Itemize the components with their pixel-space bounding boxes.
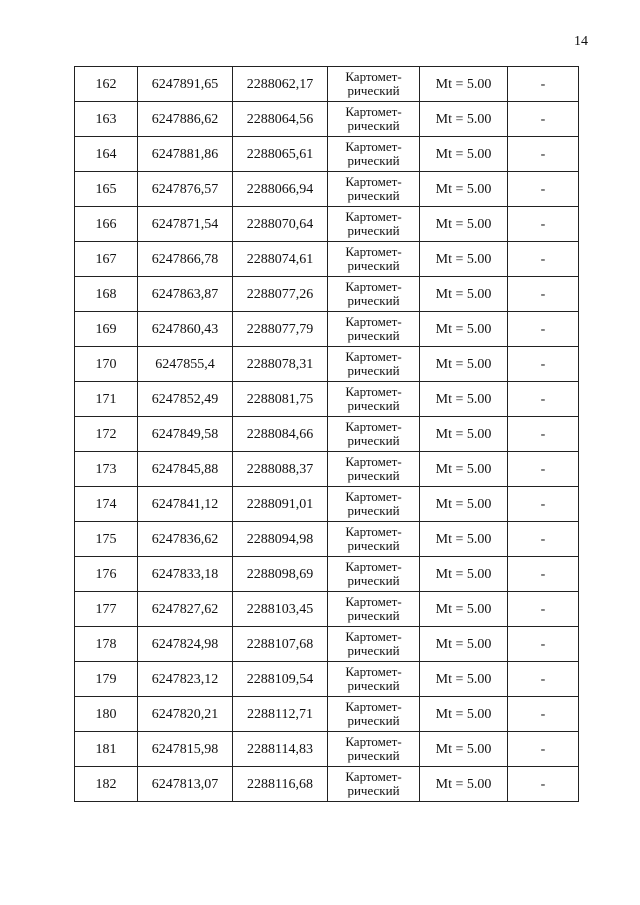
y-coordinate-cell: 2288078,31	[233, 347, 328, 382]
method-line-2: рический	[347, 433, 400, 448]
description-cell: -	[508, 662, 579, 697]
method-line-2: рический	[347, 643, 400, 658]
y-coordinate-cell: 2288070,64	[233, 207, 328, 242]
table-row	[75, 732, 579, 767]
y-coordinate-cell: 2288109,54	[233, 662, 328, 697]
table-row	[75, 662, 579, 697]
description-cell: -	[508, 382, 579, 417]
table-row	[75, 347, 579, 382]
method-line-1: Картомет-	[345, 279, 402, 294]
point-number-cell: 172	[75, 417, 138, 452]
method-cell	[328, 627, 420, 662]
accuracy-cell: Mt = 5.00	[420, 417, 508, 452]
description-cell: -	[508, 732, 579, 767]
method-line-1: Картомет-	[345, 209, 402, 224]
method-line-2: рический	[347, 678, 400, 693]
point-number-cell: 163	[75, 102, 138, 137]
accuracy-cell: Mt = 5.00	[420, 732, 508, 767]
x-coordinate-cell: 6247815,98	[138, 732, 233, 767]
method-line-2: рический	[347, 188, 400, 203]
description-cell: -	[508, 137, 579, 172]
method-cell	[328, 347, 420, 382]
description-cell: -	[508, 277, 579, 312]
table-row	[75, 277, 579, 312]
method-line-1: Картомет-	[345, 174, 402, 189]
method-cell	[328, 277, 420, 312]
table-row	[75, 627, 579, 662]
description-cell: -	[508, 487, 579, 522]
point-number-cell: 175	[75, 522, 138, 557]
coordinates-table	[74, 66, 579, 802]
y-coordinate-cell: 2288077,26	[233, 277, 328, 312]
x-coordinate-cell: 6247871,54	[138, 207, 233, 242]
method-line-1: Картомет-	[345, 384, 402, 399]
description-cell: -	[508, 242, 579, 277]
x-coordinate-cell: 6247860,43	[138, 312, 233, 347]
x-coordinate-cell: 6247841,12	[138, 487, 233, 522]
point-number-cell: 169	[75, 312, 138, 347]
coordinates-table-body	[75, 67, 579, 802]
x-coordinate-cell: 6247833,18	[138, 557, 233, 592]
table-row	[75, 242, 579, 277]
method-line-1: Картомет-	[345, 419, 402, 434]
description-cell: -	[508, 417, 579, 452]
description-cell: -	[508, 557, 579, 592]
method-line-1: Картомет-	[345, 349, 402, 364]
table-row	[75, 697, 579, 732]
point-number-cell: 182	[75, 767, 138, 802]
y-coordinate-cell: 2288088,37	[233, 452, 328, 487]
y-coordinate-cell: 2288107,68	[233, 627, 328, 662]
table-row	[75, 207, 579, 242]
x-coordinate-cell: 6247891,65	[138, 67, 233, 102]
method-line-1: Картомет-	[345, 699, 402, 714]
table-row	[75, 557, 579, 592]
x-coordinate-cell: 6247866,78	[138, 242, 233, 277]
x-coordinate-cell: 6247824,98	[138, 627, 233, 662]
accuracy-cell: Mt = 5.00	[420, 277, 508, 312]
method-line-2: рический	[347, 328, 400, 343]
y-coordinate-cell: 2288062,17	[233, 67, 328, 102]
x-coordinate-cell: 6247863,87	[138, 277, 233, 312]
table-row	[75, 67, 579, 102]
method-line-1: Картомет-	[345, 489, 402, 504]
accuracy-cell: Mt = 5.00	[420, 242, 508, 277]
table-row	[75, 137, 579, 172]
accuracy-cell: Mt = 5.00	[420, 487, 508, 522]
x-coordinate-cell: 6247886,62	[138, 102, 233, 137]
accuracy-cell: Mt = 5.00	[420, 67, 508, 102]
accuracy-cell: Mt = 5.00	[420, 137, 508, 172]
point-number-cell: 165	[75, 172, 138, 207]
method-cell	[328, 382, 420, 417]
point-number-cell: 177	[75, 592, 138, 627]
method-line-1: Картомет-	[345, 524, 402, 539]
point-number-cell: 181	[75, 732, 138, 767]
method-line-1: Картомет-	[345, 769, 402, 784]
y-coordinate-cell: 2288103,45	[233, 592, 328, 627]
y-coordinate-cell: 2288114,83	[233, 732, 328, 767]
method-cell	[328, 67, 420, 102]
table-row	[75, 487, 579, 522]
method-line-1: Картомет-	[345, 734, 402, 749]
y-coordinate-cell: 2288116,68	[233, 767, 328, 802]
point-number-cell: 170	[75, 347, 138, 382]
point-number-cell: 178	[75, 627, 138, 662]
method-cell	[328, 242, 420, 277]
method-line-2: рический	[347, 608, 400, 623]
x-coordinate-cell: 6247820,21	[138, 697, 233, 732]
accuracy-cell: Mt = 5.00	[420, 767, 508, 802]
method-line-1: Картомет-	[345, 454, 402, 469]
method-line-2: рический	[347, 293, 400, 308]
method-line-1: Картомет-	[345, 629, 402, 644]
method-line-2: рический	[347, 153, 400, 168]
method-line-2: рический	[347, 573, 400, 588]
description-cell: -	[508, 207, 579, 242]
method-line-2: рический	[347, 538, 400, 553]
method-cell	[328, 697, 420, 732]
y-coordinate-cell: 2288074,61	[233, 242, 328, 277]
y-coordinate-cell: 2288084,66	[233, 417, 328, 452]
accuracy-cell: Mt = 5.00	[420, 207, 508, 242]
point-number-cell: 176	[75, 557, 138, 592]
description-cell: -	[508, 67, 579, 102]
y-coordinate-cell: 2288094,98	[233, 522, 328, 557]
point-number-cell: 179	[75, 662, 138, 697]
point-number-cell: 173	[75, 452, 138, 487]
description-cell: -	[508, 172, 579, 207]
method-line-2: рический	[347, 713, 400, 728]
method-cell	[328, 102, 420, 137]
method-line-1: Картомет-	[345, 594, 402, 609]
accuracy-cell: Mt = 5.00	[420, 382, 508, 417]
table-row	[75, 172, 579, 207]
y-coordinate-cell: 2288091,01	[233, 487, 328, 522]
method-cell	[328, 592, 420, 627]
table-row	[75, 767, 579, 802]
method-line-2: рический	[347, 118, 400, 133]
method-line-2: рический	[347, 223, 400, 238]
description-cell: -	[508, 697, 579, 732]
x-coordinate-cell: 6247849,58	[138, 417, 233, 452]
table-row	[75, 382, 579, 417]
x-coordinate-cell: 6247855,4	[138, 347, 233, 382]
method-cell	[328, 172, 420, 207]
method-cell	[328, 662, 420, 697]
method-cell	[328, 137, 420, 172]
x-coordinate-cell: 6247823,12	[138, 662, 233, 697]
x-coordinate-cell: 6247845,88	[138, 452, 233, 487]
point-number-cell: 162	[75, 67, 138, 102]
accuracy-cell: Mt = 5.00	[420, 452, 508, 487]
description-cell: -	[508, 312, 579, 347]
accuracy-cell: Mt = 5.00	[420, 662, 508, 697]
y-coordinate-cell: 2288077,79	[233, 312, 328, 347]
description-cell: -	[508, 522, 579, 557]
method-line-2: рический	[347, 83, 400, 98]
method-line-1: Картомет-	[345, 244, 402, 259]
x-coordinate-cell: 6247827,62	[138, 592, 233, 627]
y-coordinate-cell: 2288064,56	[233, 102, 328, 137]
accuracy-cell: Mt = 5.00	[420, 627, 508, 662]
y-coordinate-cell: 2288112,71	[233, 697, 328, 732]
method-line-2: рический	[347, 783, 400, 798]
accuracy-cell: Mt = 5.00	[420, 557, 508, 592]
table-row	[75, 452, 579, 487]
method-cell	[328, 312, 420, 347]
method-cell	[328, 207, 420, 242]
accuracy-cell: Mt = 5.00	[420, 172, 508, 207]
point-number-cell: 180	[75, 697, 138, 732]
method-line-1: Картомет-	[345, 559, 402, 574]
method-line-1: Картомет-	[345, 69, 402, 84]
method-line-2: рический	[347, 258, 400, 273]
x-coordinate-cell: 6247876,57	[138, 172, 233, 207]
x-coordinate-cell: 6247836,62	[138, 522, 233, 557]
y-coordinate-cell: 2288081,75	[233, 382, 328, 417]
page-number: 14	[574, 34, 588, 49]
x-coordinate-cell: 6247813,07	[138, 767, 233, 802]
y-coordinate-cell: 2288098,69	[233, 557, 328, 592]
method-cell	[328, 557, 420, 592]
description-cell: -	[508, 102, 579, 137]
method-cell	[328, 487, 420, 522]
method-cell	[328, 417, 420, 452]
y-coordinate-cell: 2288066,94	[233, 172, 328, 207]
method-line-2: рический	[347, 363, 400, 378]
method-line-2: рический	[347, 468, 400, 483]
method-line-2: рический	[347, 503, 400, 518]
method-cell	[328, 522, 420, 557]
point-number-cell: 171	[75, 382, 138, 417]
table-row	[75, 522, 579, 557]
description-cell: -	[508, 347, 579, 382]
table-row	[75, 592, 579, 627]
accuracy-cell: Mt = 5.00	[420, 697, 508, 732]
accuracy-cell: Mt = 5.00	[420, 102, 508, 137]
accuracy-cell: Mt = 5.00	[420, 347, 508, 382]
accuracy-cell: Mt = 5.00	[420, 592, 508, 627]
description-cell: -	[508, 452, 579, 487]
table-row	[75, 312, 579, 347]
table-row	[75, 102, 579, 137]
point-number-cell: 166	[75, 207, 138, 242]
x-coordinate-cell: 6247852,49	[138, 382, 233, 417]
description-cell: -	[508, 627, 579, 662]
method-cell	[328, 767, 420, 802]
point-number-cell: 167	[75, 242, 138, 277]
description-cell: -	[508, 592, 579, 627]
method-line-1: Картомет-	[345, 664, 402, 679]
point-number-cell: 164	[75, 137, 138, 172]
accuracy-cell: Mt = 5.00	[420, 312, 508, 347]
point-number-cell: 174	[75, 487, 138, 522]
method-line-2: рический	[347, 748, 400, 763]
method-line-1: Картомет-	[345, 104, 402, 119]
table-row	[75, 417, 579, 452]
method-cell	[328, 452, 420, 487]
description-cell: -	[508, 767, 579, 802]
method-cell	[328, 732, 420, 767]
point-number-cell: 168	[75, 277, 138, 312]
accuracy-cell: Mt = 5.00	[420, 522, 508, 557]
method-line-1: Картомет-	[345, 139, 402, 154]
method-line-2: рический	[347, 398, 400, 413]
method-line-1: Картомет-	[345, 314, 402, 329]
x-coordinate-cell: 6247881,86	[138, 137, 233, 172]
y-coordinate-cell: 2288065,61	[233, 137, 328, 172]
